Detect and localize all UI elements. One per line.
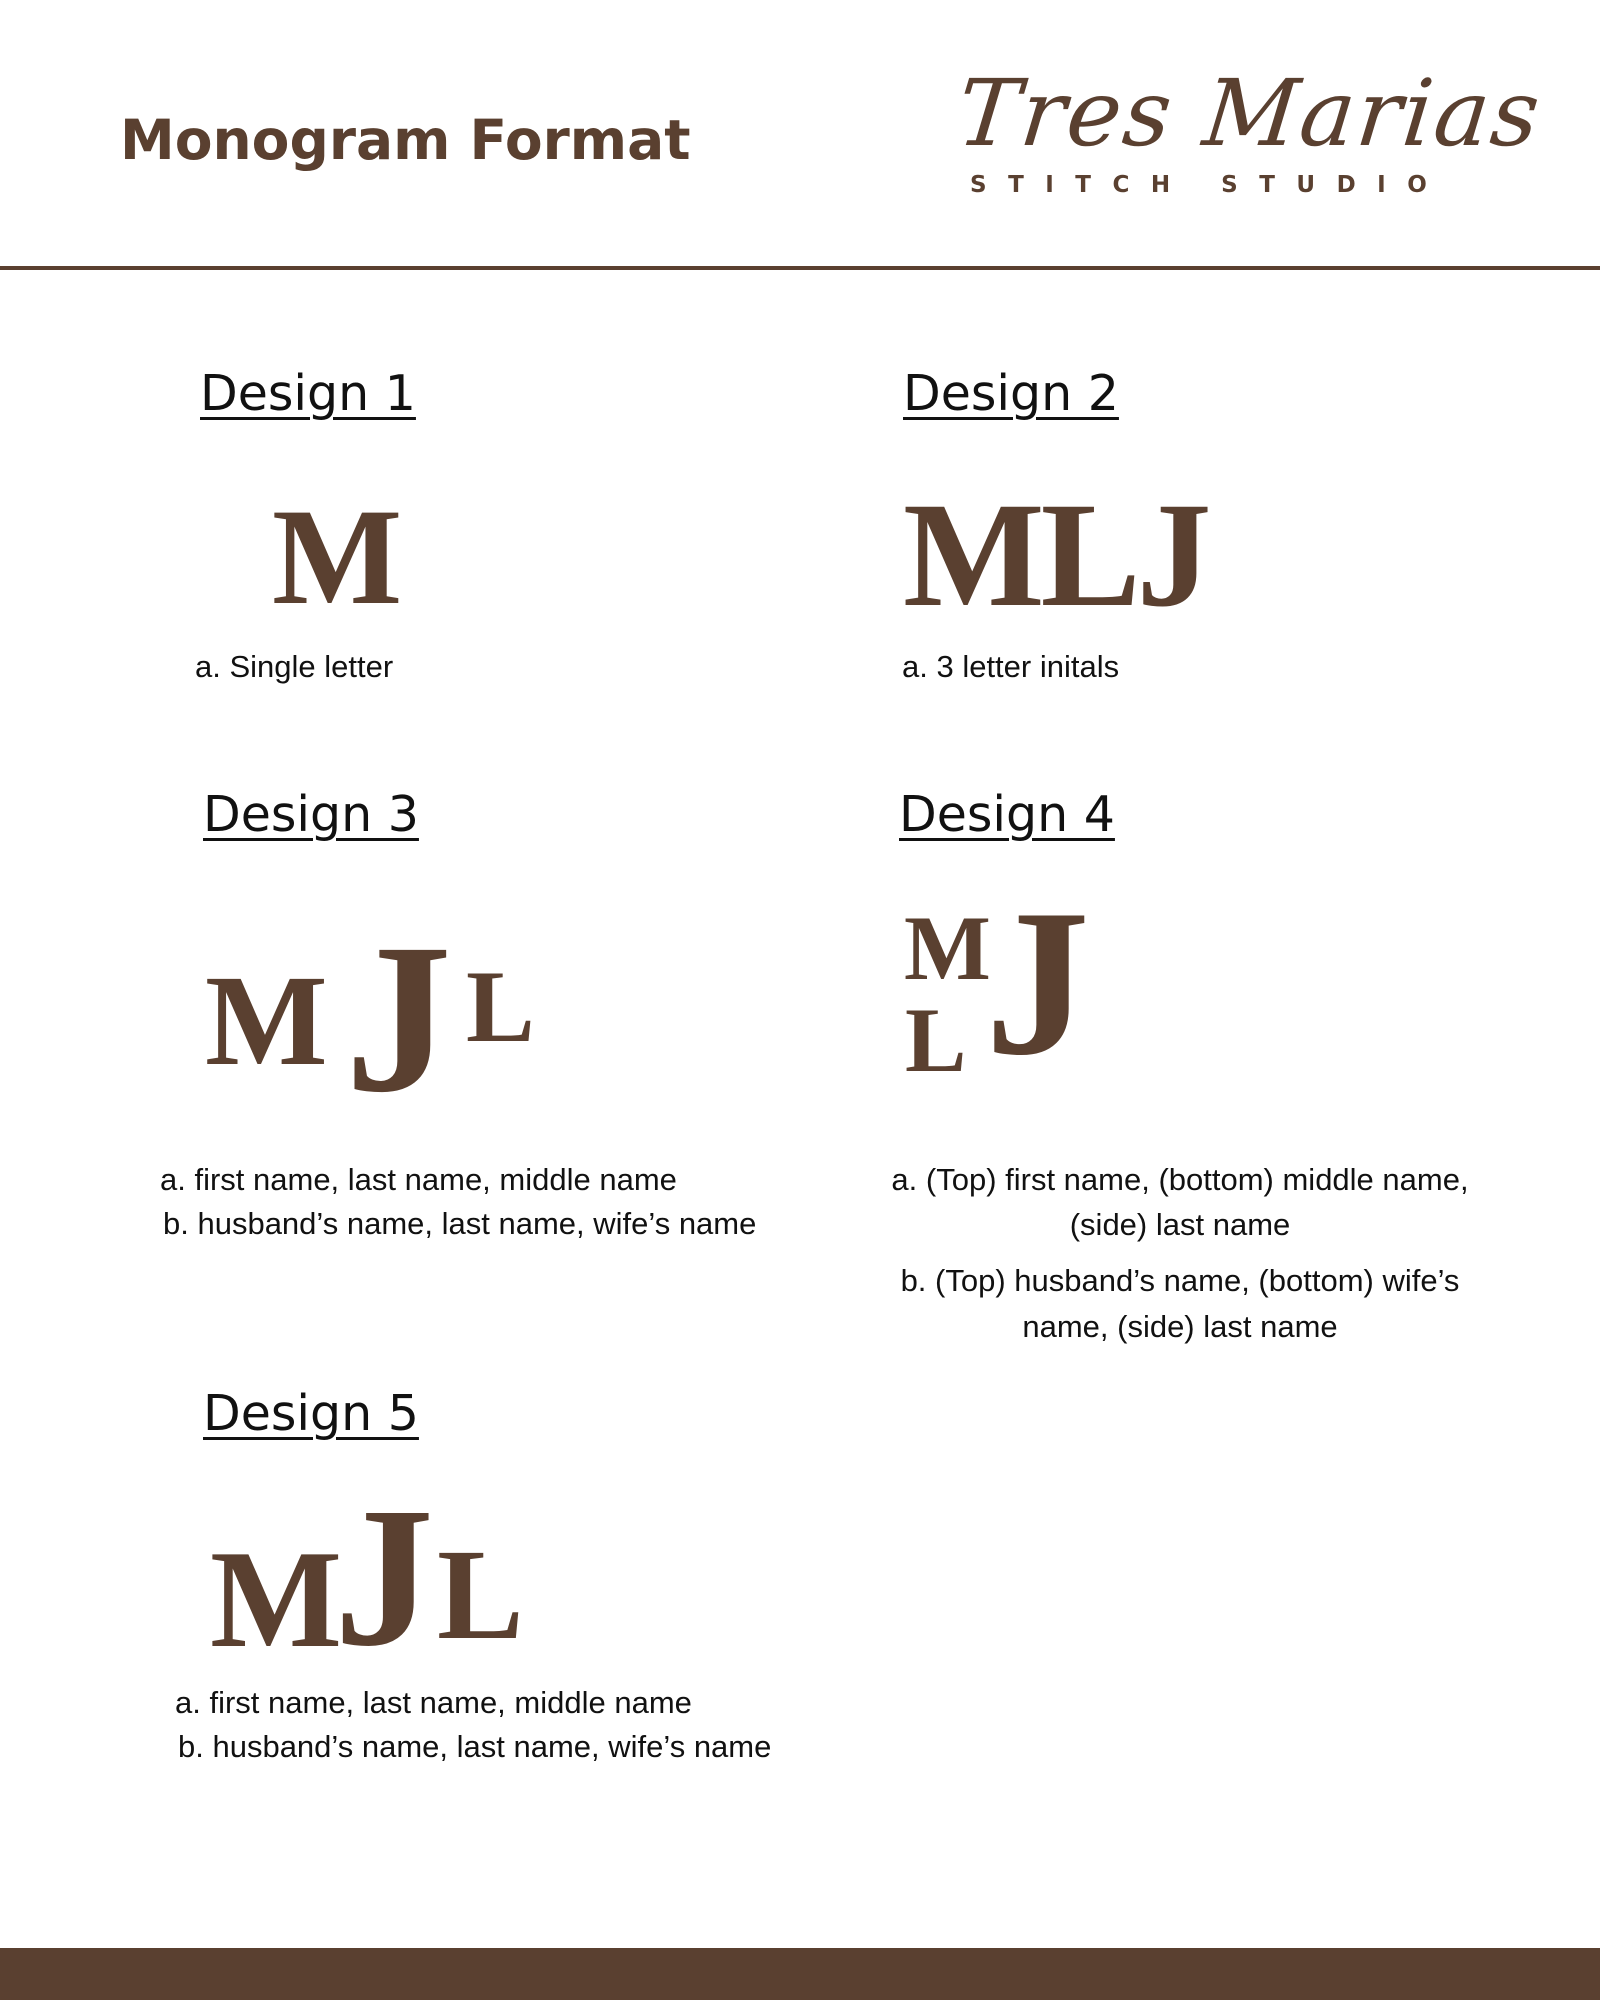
design-4-description-b-line1: b. (Top) husband’s name, (bottom) wife’s xyxy=(900,1263,1460,1298)
design-1-heading: Design 1 xyxy=(200,365,416,422)
design-5-monogram-j: J xyxy=(334,1467,434,1688)
design-5-monogram-l: L xyxy=(437,1523,524,1667)
design-2-description-a: a. 3 letter initals xyxy=(902,649,1120,684)
design-4-description-a-line2: (side) last name xyxy=(1069,1207,1291,1242)
design-3-description-a: a. first name, last name, middle name xyxy=(160,1162,677,1197)
design-2-heading: Design 2 xyxy=(903,365,1119,422)
design-3-description-b: b. husband’s name, last name, wife’s name xyxy=(163,1206,757,1241)
design-5-heading: Design 5 xyxy=(203,1385,419,1442)
footer-bar xyxy=(0,1948,1600,2000)
page-title: Monogram Format xyxy=(120,108,691,172)
design-4-heading: Design 4 xyxy=(899,786,1115,843)
design-4-monogram-l-bottom: L xyxy=(905,989,967,1091)
design-5-monogram-m: M xyxy=(210,1522,341,1677)
design-2-monogram: MLJ xyxy=(903,472,1208,638)
logo-subtitle: STITCH STUDIO xyxy=(970,172,1449,198)
design-4-description-a-line1: a. (Top) first name, (bottom) middle name, xyxy=(891,1162,1469,1197)
design-4-description-b-line2: name, (side) last name xyxy=(1022,1309,1338,1344)
design-4-monogram-j-side: J xyxy=(985,867,1090,1099)
design-4-monogram-m-top: M xyxy=(904,897,991,999)
design-5-description-b: b. husband’s name, last name, wife’s name xyxy=(178,1729,772,1764)
design-5-description-a: a. first name, last name, middle name xyxy=(175,1685,692,1720)
design-3-heading: Design 3 xyxy=(203,786,419,843)
brand-logo xyxy=(950,60,1547,210)
design-1-description-a: a. Single letter xyxy=(195,649,394,684)
design-1-monogram-m: M xyxy=(272,480,403,633)
logo-script: Tres Marias xyxy=(952,60,1547,167)
design-3-monogram-m: M xyxy=(205,949,328,1093)
design-3-monogram-l: L xyxy=(466,950,535,1064)
header-divider xyxy=(0,266,1600,270)
design-3-monogram-j: J xyxy=(345,900,452,1137)
